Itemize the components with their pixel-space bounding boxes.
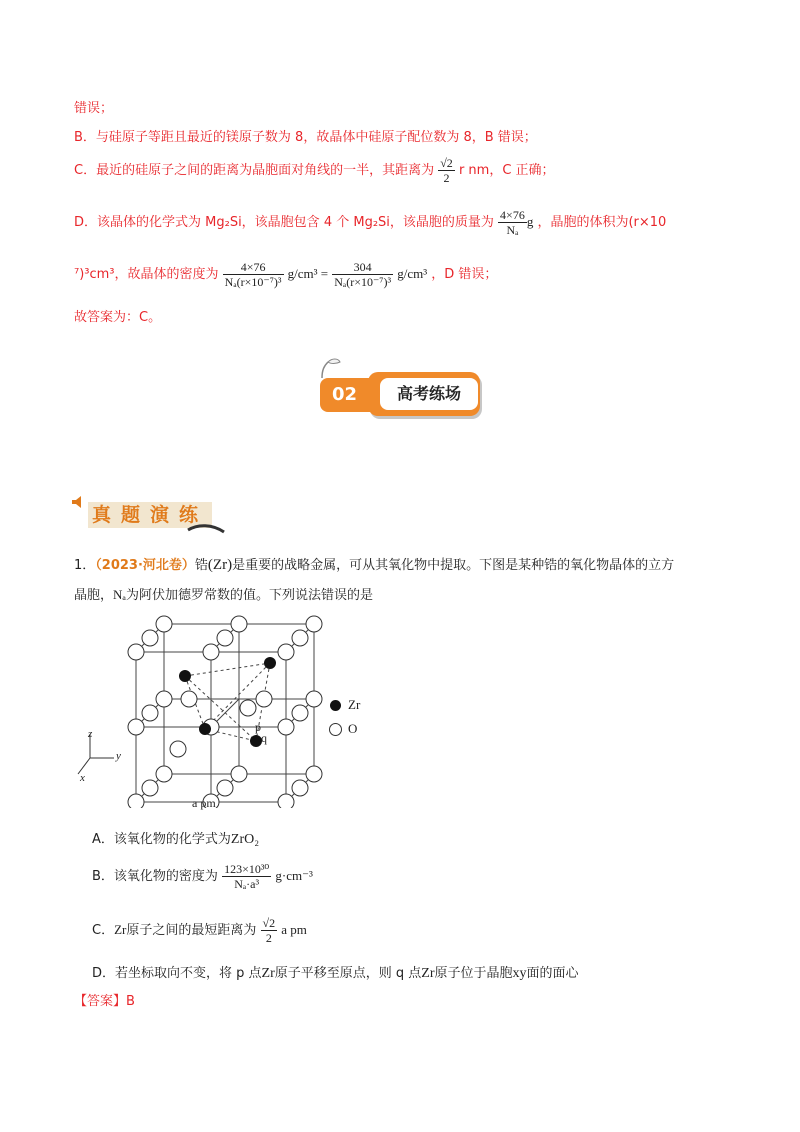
solution-line-1: 错误；	[74, 101, 114, 116]
option-c	[92, 916, 307, 945]
speaker-icon	[70, 494, 90, 510]
option-a-text: A．该氧化物的化学式为	[92, 832, 231, 847]
option-d-text-1: D．若坐标取向不变，将 p 点	[92, 966, 262, 981]
option-b-unit: g·cm⁻³	[275, 868, 313, 883]
badge-label: 高考练场	[380, 378, 478, 410]
fraction-denominator: Nₐ	[506, 223, 519, 237]
option-a-formula: ZrO₂	[230, 832, 260, 847]
option-a	[92, 828, 259, 848]
fraction-numerator: 4×76	[500, 208, 525, 222]
axes-icon	[78, 734, 114, 774]
section-title-text: 真题演练	[92, 504, 209, 526]
density-unit-2: g/cm³	[397, 266, 428, 281]
question-text-a: 锆	[194, 558, 208, 573]
option-c-zr: Zr	[114, 922, 127, 937]
question-number: 1．	[74, 558, 96, 573]
solution-d-fraction	[498, 208, 527, 237]
option-c-fraction	[261, 916, 278, 945]
unit-g: g	[526, 214, 534, 229]
solution-density-line	[74, 260, 497, 289]
solution-d-text: D．该晶体的化学式为 Mg₂Si，该晶胞包含 4 个 Mg₂Si，该晶胞的质量为	[74, 215, 494, 230]
solution-option-d	[74, 208, 666, 237]
fraction-denominator: Nₐ·a³	[234, 877, 260, 891]
zr-symbol: (Zr)	[207, 557, 233, 573]
question-line-1	[74, 554, 674, 574]
solution-option-c	[74, 156, 555, 185]
question-text-c: 晶胞，	[74, 588, 114, 603]
fraction-denominator: Nₐ(r×10⁻⁷)³	[334, 275, 392, 289]
fraction-numerator: 304	[332, 260, 393, 275]
question-text-d: 为阿伏加德罗常数的值。下列说法错误的是	[125, 588, 373, 603]
crystal-unit-cell-figure	[70, 608, 370, 808]
axis-y-label: y	[116, 750, 121, 762]
legend-zr-label: Zr	[348, 697, 361, 712]
option-d-xy: xy	[512, 966, 527, 981]
label-p: p	[255, 720, 261, 734]
fraction-numerator: 123×10³⁰	[224, 862, 270, 876]
option-b-fraction	[222, 862, 271, 891]
fraction-numerator: √2	[440, 156, 453, 170]
question-source: （2023·河北卷）	[95, 558, 195, 573]
option-d-text-4: 面的面心	[526, 966, 579, 981]
option-b	[92, 862, 313, 891]
question-text-b: 是重要的战略金属，可从其氧化物中提取。下图是某种锆的氧化物晶体的立方	[232, 558, 675, 573]
density-fraction-2	[332, 260, 393, 289]
density-tail: ，D 错误；	[431, 267, 498, 282]
brush-stroke-icon	[186, 520, 226, 536]
option-c-unit: a pm	[281, 922, 307, 937]
fraction-numerator: √2	[262, 916, 276, 930]
option-d	[92, 962, 579, 982]
option-c-letter: C．	[92, 923, 115, 938]
solution-c-tail: r nm，C 正确；	[458, 163, 555, 178]
label-q: q	[261, 731, 267, 745]
fraction-denominator: 2	[265, 931, 272, 945]
dimension-label: a pm	[192, 796, 216, 810]
solution-answer: 故答案为：C。	[74, 310, 162, 325]
solution-c-text: C．最近的硅原子之间的距离为晶胞面对角线的一半，其距离为	[74, 163, 435, 178]
fraction-numerator: 4×76	[223, 260, 284, 275]
question-line-2	[74, 584, 373, 603]
badge-number: 02	[332, 384, 358, 405]
na-symbol: Nₐ	[113, 587, 126, 602]
axis-z-label: z	[88, 728, 93, 740]
option-d-zr-1: Zr	[261, 966, 275, 981]
question-answer: 【答案】B	[74, 994, 135, 1009]
option-c-text: 原子之间的最短距离为	[126, 923, 257, 938]
section-badge	[320, 372, 482, 418]
fraction-denominator: Nₐ(r×10⁻⁷)³	[224, 275, 282, 289]
solution-option-b: B．与硅原子等距且最近的镁原子数为 8，故晶体中硅原子配位数为 8，B 错误；	[74, 130, 537, 145]
sprout-icon	[316, 356, 346, 380]
option-d-text-3: 原子位于晶胞	[434, 966, 513, 981]
axis-x-label: x	[80, 772, 85, 784]
solution-d-tail: ，晶胞的体积为(r×10	[537, 215, 667, 230]
option-d-zr-2: Zr	[421, 966, 435, 981]
solution-c-fraction	[438, 156, 455, 185]
fraction-denominator: 2	[443, 171, 450, 185]
option-d-text-2: 原子平移至原点，则 q 点	[274, 966, 422, 981]
density-fraction-1	[223, 260, 284, 289]
option-b-text: B．该氧化物的密度为	[92, 869, 218, 884]
legend-zr-marker	[330, 700, 341, 711]
legend-o-label: O	[348, 721, 358, 736]
density-unit-1: g/cm³ =	[287, 266, 329, 281]
density-text: ⁷)³cm³，故晶体的密度为	[74, 267, 219, 282]
legend-o-marker	[329, 723, 342, 736]
